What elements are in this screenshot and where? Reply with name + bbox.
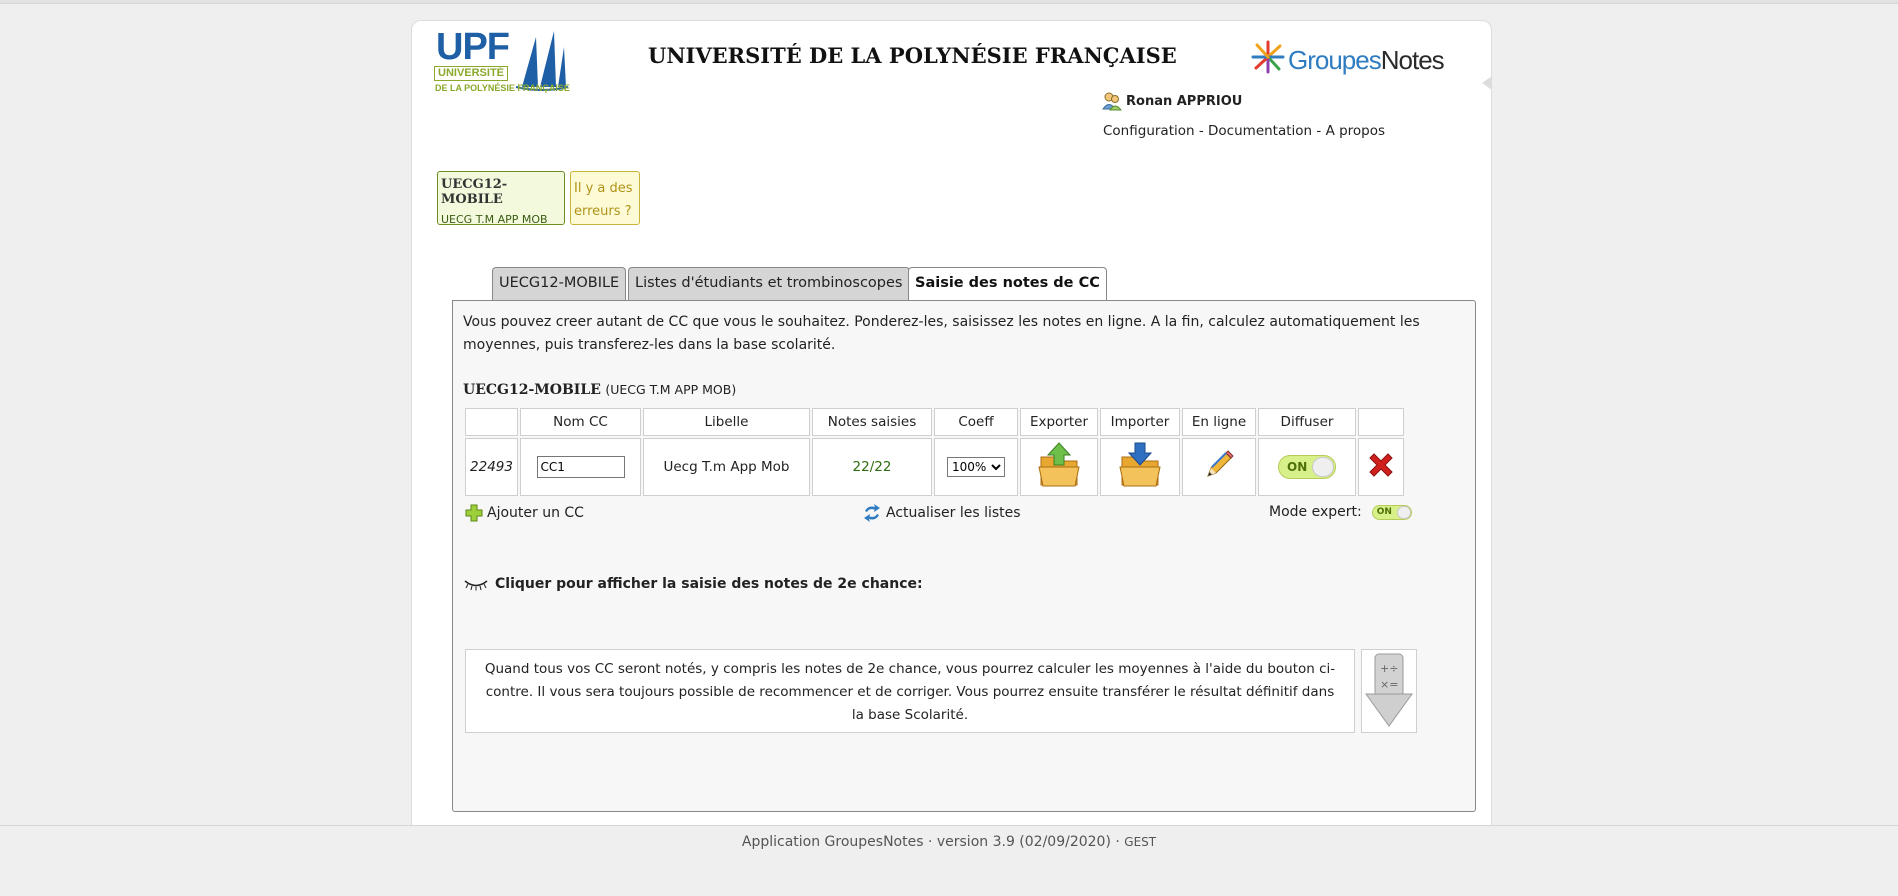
delete-x-icon[interactable] (1365, 449, 1397, 481)
second-chance-toggle[interactable] (463, 576, 923, 592)
errors-badge-line1: Il y a des (574, 181, 633, 196)
refresh-icon (862, 504, 882, 522)
errors-badge-line2: erreurs ? (574, 204, 632, 219)
diffuser-toggle[interactable] (1278, 455, 1336, 479)
export-cell[interactable] (1020, 438, 1098, 496)
top-border (0, 0, 1898, 4)
user-name[interactable]: Ronan APPRIOU (1126, 93, 1243, 109)
starburst-logo-icon (1250, 39, 1286, 75)
col-en-ligne: En ligne (1182, 408, 1256, 436)
online-edit-cell[interactable] (1182, 438, 1256, 496)
footer-divider (0, 825, 1898, 826)
calc-info-box: Quand tous vos CC seront notés, y compris les notes de 2e chance, vous pourrez calculer les moyennes à l'aide du bouton ci-contre. Il vous sera toujours possible de recommencer et de corriger. Vous pourrez ensuite transférer le résultat définitif dans la base Scolarité. (465, 649, 1355, 733)
export-folder-icon[interactable] (1037, 441, 1081, 489)
users-icon (1102, 91, 1122, 111)
closed-eye-icon (463, 577, 489, 591)
cc-panel (452, 300, 1476, 812)
col-diffuser: Diffuser (1258, 408, 1356, 436)
refresh-lists-button[interactable] (862, 504, 1021, 522)
expert-mode-toggle[interactable] (1372, 505, 1412, 520)
col-exporter: Exporter (1020, 408, 1098, 436)
svg-text:+÷: +÷ (1380, 662, 1399, 675)
pencil-icon[interactable] (1202, 448, 1236, 482)
table-row (465, 438, 1404, 496)
upf-logo-text: UPF (436, 26, 509, 68)
col-notes-saisies: Notes saisies (812, 408, 932, 436)
logo-notes: Notes (1380, 45, 1444, 75)
link-documentation[interactable]: Documentation (1208, 123, 1313, 139)
page-container (411, 20, 1492, 825)
cc-notes-saisies: 22/22 (812, 438, 932, 496)
toggle-knob (1312, 457, 1334, 477)
module-badge-label: UECG T.M APP MOB (441, 213, 548, 226)
link-separator: - (1312, 123, 1326, 139)
cc-id: 22493 (465, 438, 518, 496)
user-links (1103, 123, 1385, 139)
upf-logo[interactable] (424, 26, 574, 96)
calculate-averages-button[interactable] (1361, 649, 1417, 733)
toggle-knob (1397, 506, 1411, 519)
col-libelle: Libelle (643, 408, 810, 436)
col-coeff: Coeff (934, 408, 1018, 436)
cc-table (463, 406, 1406, 498)
module-badge[interactable] (437, 171, 565, 225)
upf-logo-universite: UNIVERSITÉ (434, 66, 508, 81)
expert-mode-label: Mode expert: (1269, 504, 1362, 520)
col-importer: Importer (1100, 408, 1180, 436)
diffuser-cell (1258, 438, 1356, 496)
add-cc-label: Ajouter un CC (487, 505, 584, 521)
module-heading-code: UECG12-MOBILE (463, 382, 601, 398)
side-panel-toggle[interactable] (1482, 76, 1492, 90)
calculator-arrow-icon (1362, 650, 1416, 732)
col-nom-cc: Nom CC (520, 408, 641, 436)
plus-icon (465, 504, 483, 522)
cc-libelle: Uecg T.m App Mob (643, 438, 810, 496)
link-configuration[interactable]: Configuration (1103, 123, 1195, 139)
col-delete (1358, 408, 1404, 436)
module-heading-label: (UECG T.M APP MOB) (605, 382, 737, 397)
import-cell[interactable] (1100, 438, 1180, 496)
module-badge-code: UECG12-MOBILE (441, 177, 508, 207)
logo-groupes: Groupes (1288, 45, 1381, 75)
university-title: UNIVERSITÉ DE LA POLYNÉSIE FRANÇAISE (648, 43, 1177, 68)
svg-text:×=: ×= (1380, 678, 1399, 691)
import-folder-icon[interactable] (1118, 441, 1162, 489)
coeff-select[interactable] (947, 457, 1005, 477)
cc-name-input[interactable] (537, 456, 625, 478)
user-info (1102, 91, 1242, 111)
delete-cell[interactable] (1358, 438, 1404, 496)
footer-gest: GEST (1124, 835, 1157, 849)
col-id (465, 408, 518, 436)
footer (0, 834, 1898, 850)
tab-student-lists[interactable]: Listes d'étudiants et trombinoscopes (628, 267, 910, 300)
expert-mode (1269, 504, 1412, 520)
tab-module[interactable]: UECG12-MOBILE (492, 267, 626, 300)
tab-cc-grades[interactable]: Saisie des notes de CC (908, 267, 1107, 301)
module-heading (463, 382, 736, 398)
intro-text: Vous pouvez creer autant de CC que vous le souhaitez. Ponderez-les, saisissez les notes en ligne. A la fin, calculez automatiquement les moyennes, puis transferez-les dans la base scolarité. (463, 314, 1420, 353)
cc-name-cell (520, 438, 641, 496)
expert-toggle-label: ON (1376, 506, 1392, 517)
upf-logo-subtitle: DE LA POLYNÉSIE FRANÇAISE (435, 83, 570, 93)
add-cc-button[interactable] (465, 504, 584, 522)
refresh-lists-label: Actualiser les listes (886, 505, 1021, 521)
link-separator: - (1194, 123, 1209, 139)
cc-actions-bar (463, 504, 1413, 528)
groupesnotes-logo[interactable] (1250, 39, 1450, 79)
diffuser-toggle-label: ON (1287, 460, 1308, 474)
footer-text: Application GroupesNotes · version 3.9 (02/09/2020) · (741, 834, 1125, 850)
link-a-propos[interactable]: A propos (1325, 123, 1386, 139)
second-chance-label: Cliquer pour afficher la saisie des notes de 2e chance: (495, 576, 923, 592)
cc-coeff-cell (934, 438, 1018, 496)
errors-badge[interactable] (570, 171, 640, 225)
table-header-row (465, 408, 1404, 436)
sailboat-icon (514, 29, 570, 91)
